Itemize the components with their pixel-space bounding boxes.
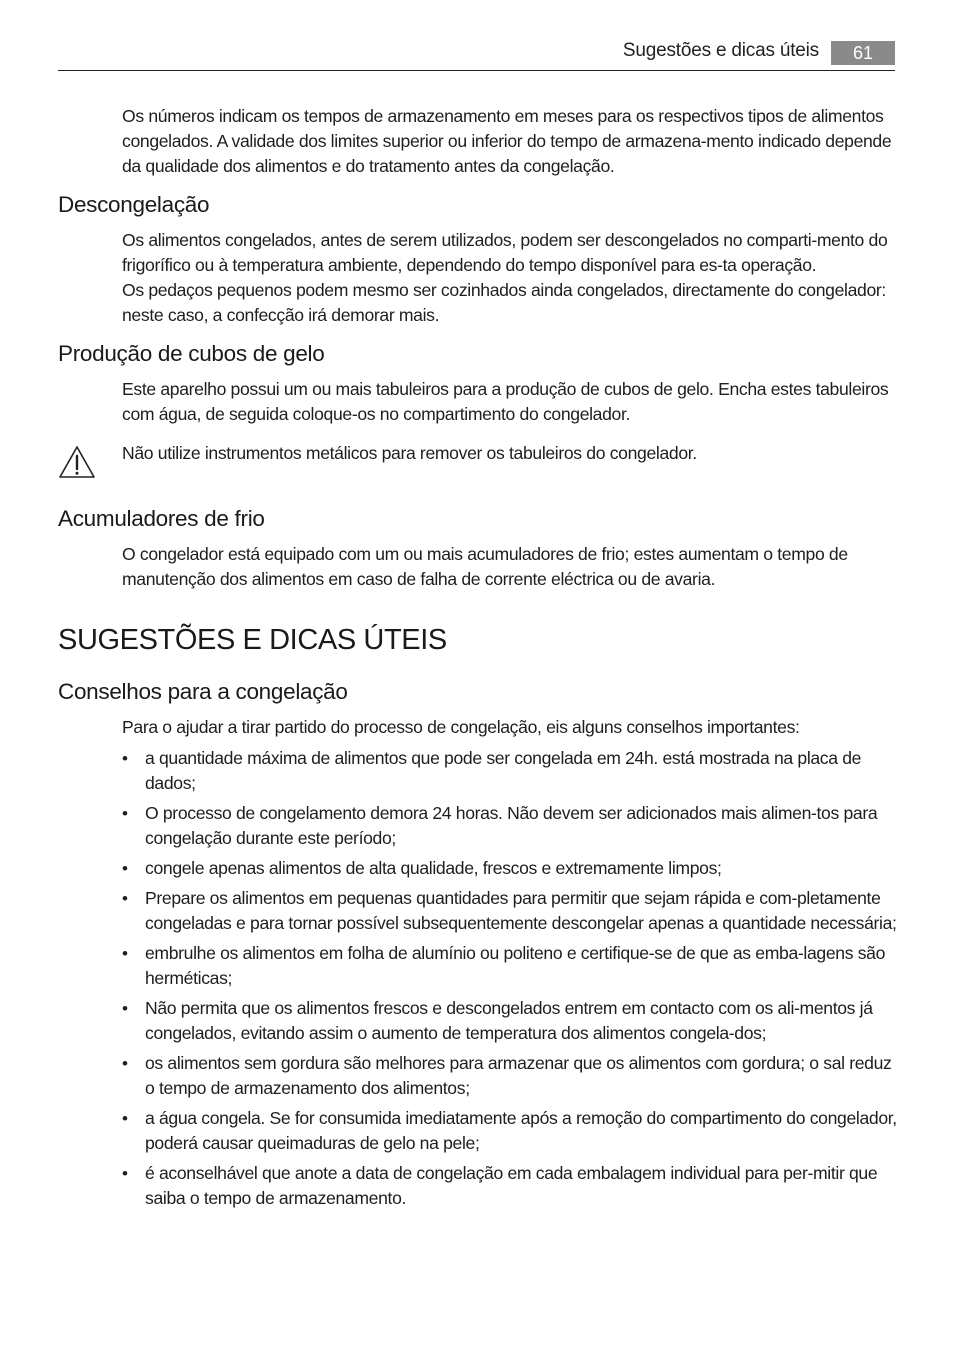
bullet: • [122,859,128,878]
bullet: • [122,1109,128,1128]
list-item [122,996,898,1046]
list-item [122,1051,898,1101]
descongelacao-paragraph-1: Os alimentos congelados, antes de serem utilizados, podem ser descongelados no comparti-mento do frigorífico ou à temperatura ambiente, dependendo do tempo disponível para es-ta operação. [122,230,888,275]
header-title: Sugestões e dicas úteis [622,40,819,61]
heading-acumuladores: Acumuladores de frio [58,506,265,531]
descongelacao-paragraph-2: Os pedaços pequenos podem mesmo ser cozinhados ainda congelados, directamente do congelador: neste caso, a confecção irá demorar mais. [122,280,886,325]
list-item-text: Prepare os alimentos em pequenas quantidades para permitir que sejam rápida e com-pletamente congeladas e para tornar possível subsequentemente descongelar apenas a quantidade necessária; [145,888,897,933]
bullet: • [122,749,128,768]
list-item-text: O processo de congelamento demora 24 horas. Não devem ser adicionados mais alimen-tos para congelação durante este período; [145,803,878,848]
list-item [122,886,898,936]
heading-descongelacao: Descongelação [58,192,210,217]
page-content [58,104,898,1216]
bullet: • [122,1164,128,1183]
list-item-text: Não permita que os alimentos frescos e descongelados entrem em contacto com os ali-mentos já congelados, evitando assim o aumento de temperatura dos alimentos congela-dos; [145,998,873,1043]
heading-cubos-gelo: Produção de cubos de gelo [58,341,325,366]
list-item [122,1161,898,1211]
conselhos-intro: Para o ajudar a tirar partido do processo de congelação, eis alguns conselhos importantes: [122,717,800,737]
list-item-text: é aconselhável que anote a data de congelação em cada embalagem individual para per-mitir que saiba o tempo de armazenamento. [145,1163,878,1208]
bullet: • [122,999,128,1018]
list-item-text: embrulhe os alimentos em folha de alumínio ou politeno e certifique-se de que as emba-lagens são herméticas; [145,943,886,988]
intro-paragraph: Os números indicam os tempos de armazenamento em meses para os respectivos tipos de alimentos congelados. A validade dos limites superior ou inferior do tempo de armazena-mento indicado depende da qualidade dos alimentos e do tratamento antes da congelação. [122,106,892,176]
page-header [58,38,895,71]
bullet: • [122,944,128,963]
conselhos-list [122,746,898,1211]
list-item [122,746,898,796]
warning-triangle-icon [58,445,96,479]
heading-conselhos: Conselhos para a congelação [58,679,348,704]
list-item-text: congele apenas alimentos de alta qualidade, frescos e extremamente limpos; [145,858,722,878]
list-item [122,941,898,991]
warning-text: Não utilize instrumentos metálicos para remover os tabuleiros do congelador. [122,443,697,463]
cubos-gelo-paragraph: Este aparelho possui um ou mais tabuleiros para a produção de cubos de gelo. Encha estes tabuleiros com água, de seguida coloque-os no compartimento do congelador. [122,379,889,424]
section-title: SUGESTÕES E DICAS ÚTEIS [58,624,447,656]
list-item-text: a água congela. Se for consumida imediatamente após a remoção do compartimento do congelador, poderá causar queimaduras de gelo na pele; [145,1108,897,1153]
acumuladores-paragraph: O congelador está equipado com um ou mais acumuladores de frio; estes aumentam o tempo de manutenção dos alimentos em caso de falha de corrente eléctrica ou de avaria. [122,544,848,589]
bullet: • [122,1054,128,1073]
list-item [122,856,898,881]
list-item [122,1106,898,1156]
list-item [122,801,898,851]
page-number: 61 [831,41,895,65]
list-item-text: os alimentos sem gordura são melhores para armazenar que os alimentos com gordura; o sal reduz o tempo de armazenamento dos alimentos; [145,1053,892,1098]
list-item-text: a quantidade máxima de alimentos que pode ser congelada em 24h. está mostrada na placa de dados; [145,748,862,793]
warning-note [58,441,898,477]
bullet: • [122,889,128,908]
bullet: • [122,804,128,823]
